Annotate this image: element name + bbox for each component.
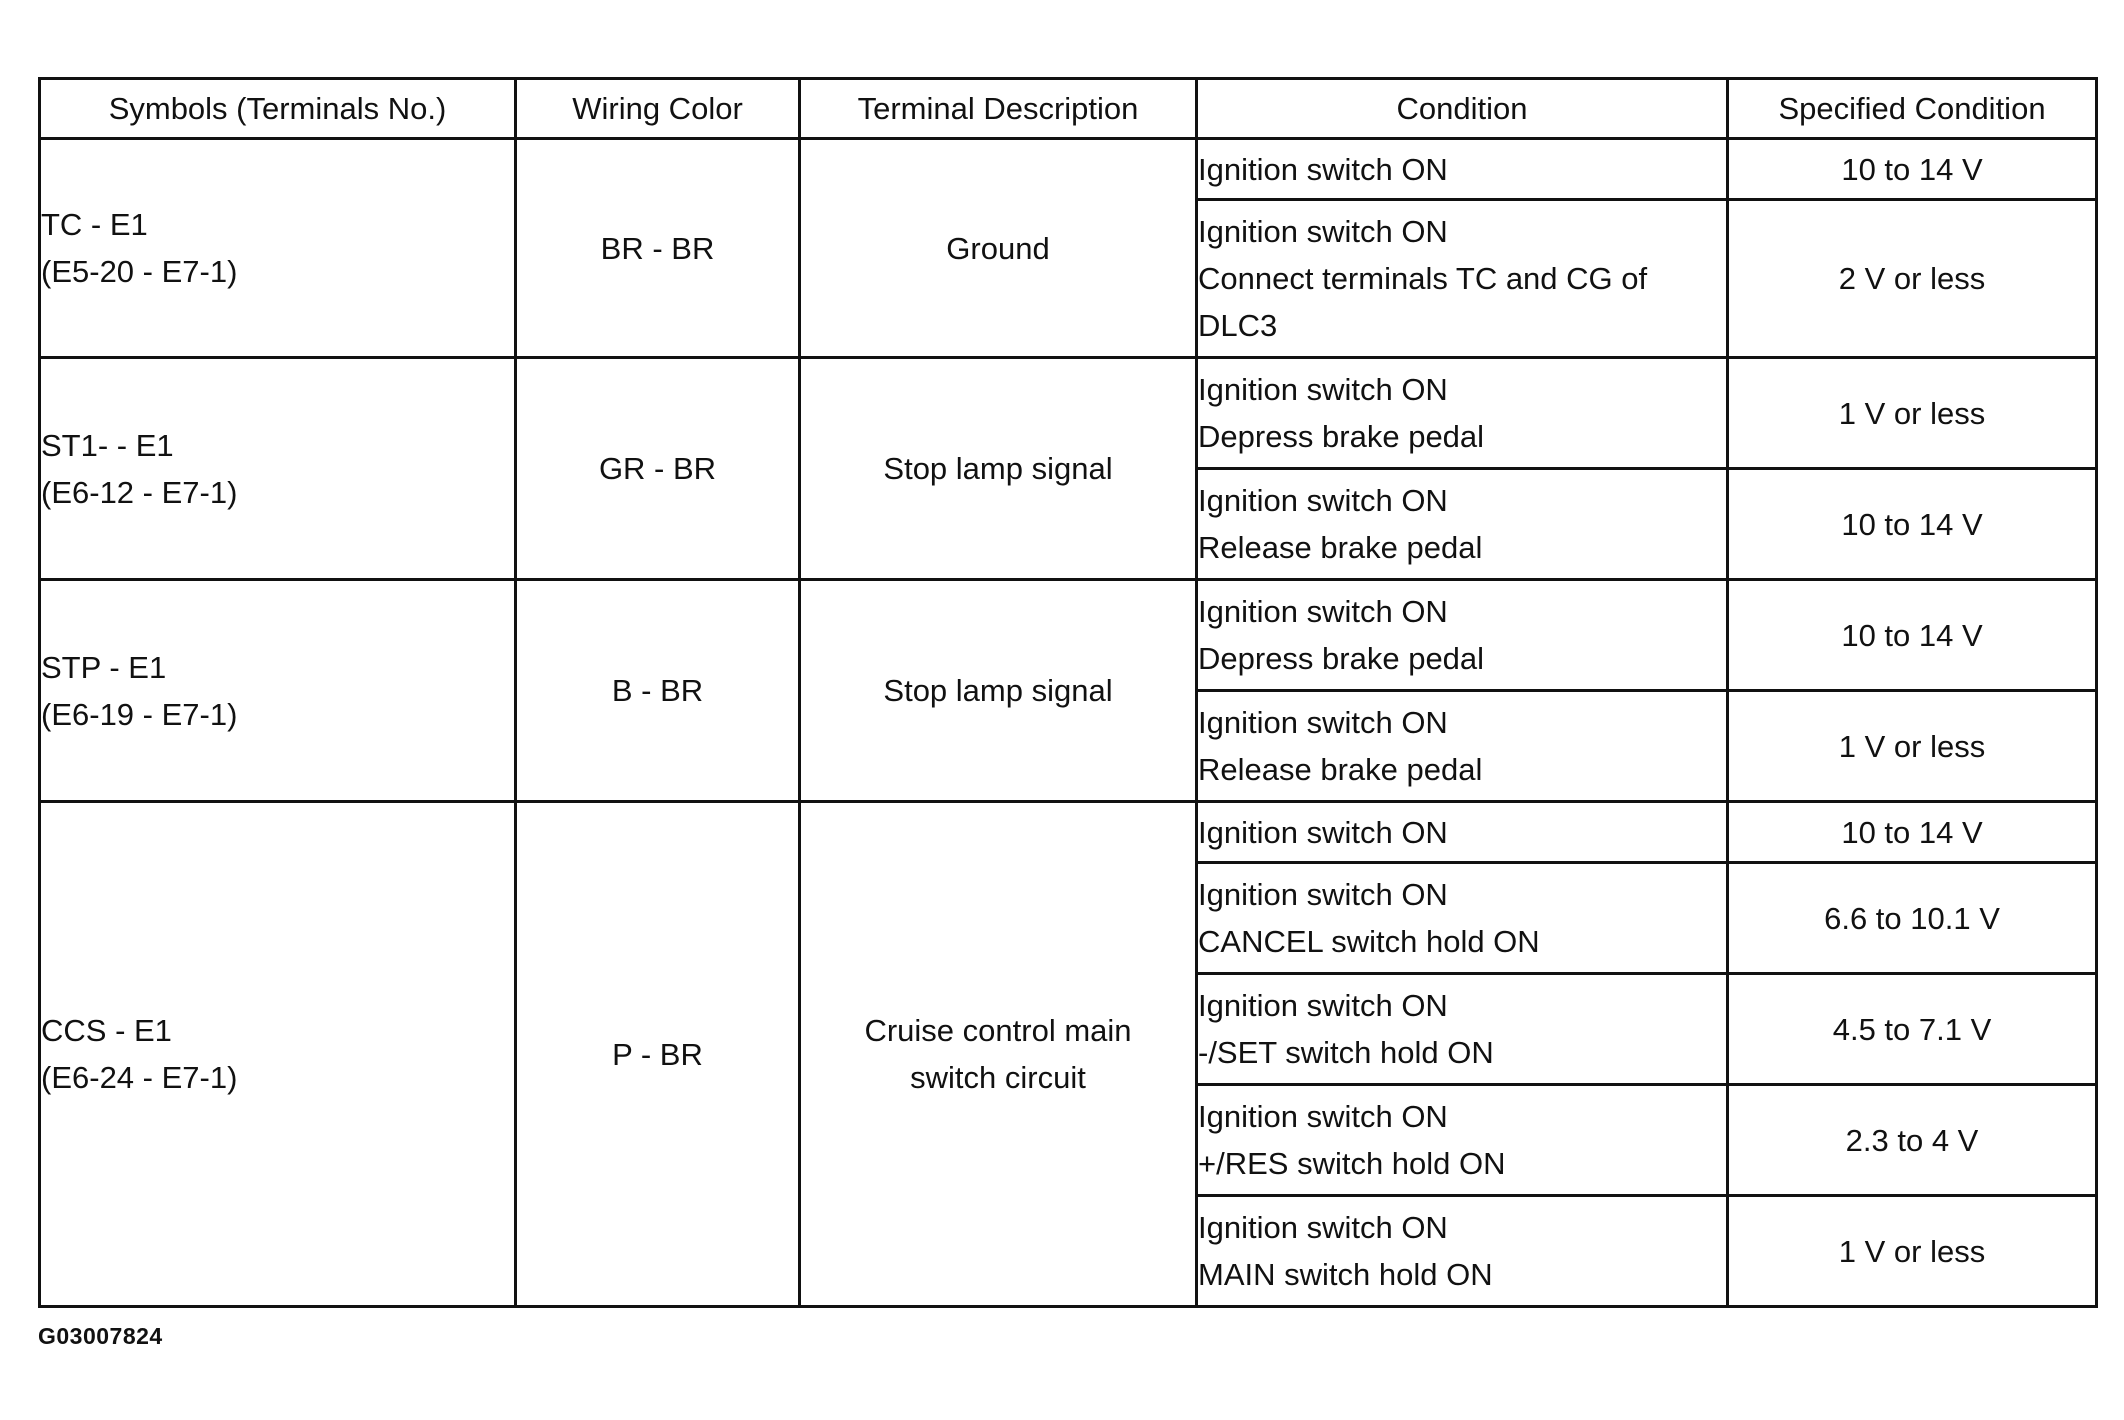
condition-cell [1197,1085,1728,1196]
header-terminal-description: Terminal Description [800,79,1197,139]
condition-line: MAIN switch hold ON [1198,1257,1493,1292]
condition-line: Ignition switch ON [1198,594,1448,629]
symbol-cell [40,139,516,358]
condition-line: Ignition switch ON [1198,151,1448,187]
condition-line: +/RES switch hold ON [1198,1146,1506,1181]
terminal-description-cell [800,802,1197,1307]
condition-cell [1197,358,1728,469]
specified-condition-cell: 2.3 to 4 V [1728,1085,2097,1196]
specified-condition-cell: 4.5 to 7.1 V [1728,974,2097,1085]
figure-id-label: G03007824 [38,1323,163,1349]
specified-condition-cell: 10 to 14 V [1728,802,2097,863]
table-header-row [40,79,2097,139]
symbol-name: STP - E1 [41,649,167,685]
description-line: Stop lamp signal [883,451,1113,486]
terminal-description-cell [800,358,1197,580]
condition-cell [1197,200,1728,358]
condition-line: DLC3 [1198,308,1278,343]
description-line: Ground [946,230,1050,266]
specified-condition-cell: 10 to 14 V [1728,139,2097,200]
symbol-cell [40,580,516,802]
condition-line: Ignition switch ON [1198,705,1448,740]
table-row [40,139,2097,200]
symbol-name: TC - E1 [41,207,148,242]
description-line: Cruise control main [864,1013,1132,1048]
condition-cell [1197,1196,1728,1307]
terminal-description-cell [800,580,1197,802]
terminal-spec-table [38,77,2098,1308]
condition-line: Ignition switch ON [1198,372,1448,407]
condition-line: Depress brake pedal [1198,419,1485,454]
condition-line: Ignition switch ON [1198,877,1448,912]
header-symbols: Symbols (Terminals No.) [40,79,516,139]
condition-line: CANCEL switch hold ON [1198,924,1540,959]
condition-cell [1197,691,1728,802]
terminal-description-cell [800,139,1197,358]
condition-line: Ignition switch ON [1198,814,1448,850]
table-row [40,358,2097,469]
terminal-numbers: (E5-20 - E7-1) [41,254,238,289]
header-specified-condition: Specified Condition [1728,79,2097,139]
terminal-numbers: (E6-19 - E7-1) [41,696,238,732]
condition-cell [1197,974,1728,1085]
table-row [40,580,2097,691]
symbol-cell [40,802,516,1307]
header-wiring-color: Wiring Color [516,79,800,139]
symbol-name: ST1- - E1 [41,427,174,463]
wiring-color-cell: P - BR [516,802,800,1307]
description-line: switch circuit [910,1060,1086,1095]
condition-cell [1197,802,1728,863]
symbol-cell [40,358,516,580]
terminal-numbers: (E6-12 - E7-1) [41,474,238,510]
condition-line: Ignition switch ON [1198,1210,1448,1245]
condition-line: Release brake pedal [1198,752,1483,787]
condition-line: -/SET switch hold ON [1198,1035,1494,1070]
condition-cell [1197,580,1728,691]
wiring-color-cell: GR - BR [516,358,800,580]
specified-condition-cell: 2 V or less [1728,200,2097,358]
specified-condition-cell: 6.6 to 10.1 V [1728,863,2097,974]
condition-line: Ignition switch ON [1198,214,1448,249]
wiring-color-cell: BR - BR [516,139,800,358]
wiring-color-cell: B - BR [516,580,800,802]
condition-line: Release brake pedal [1198,530,1483,565]
condition-line: Connect terminals TC and CG of [1198,261,1648,296]
symbol-name: CCS - E1 [41,1013,172,1048]
condition-line: Ignition switch ON [1198,483,1448,518]
condition-line: Ignition switch ON [1198,1099,1448,1134]
terminal-numbers: (E6-24 - E7-1) [41,1060,238,1095]
condition-cell [1197,863,1728,974]
description-line: Stop lamp signal [883,673,1113,708]
specified-condition-cell: 1 V or less [1728,1196,2097,1307]
condition-line: Ignition switch ON [1198,988,1448,1023]
header-condition: Condition [1197,79,1728,139]
condition-cell [1197,469,1728,580]
condition-line: Depress brake pedal [1198,641,1485,676]
specified-condition-cell: 1 V or less [1728,691,2097,802]
specified-condition-cell: 1 V or less [1728,358,2097,469]
condition-cell [1197,139,1728,200]
table-row [40,802,2097,863]
specified-condition-cell: 10 to 14 V [1728,580,2097,691]
specified-condition-cell: 10 to 14 V [1728,469,2097,580]
